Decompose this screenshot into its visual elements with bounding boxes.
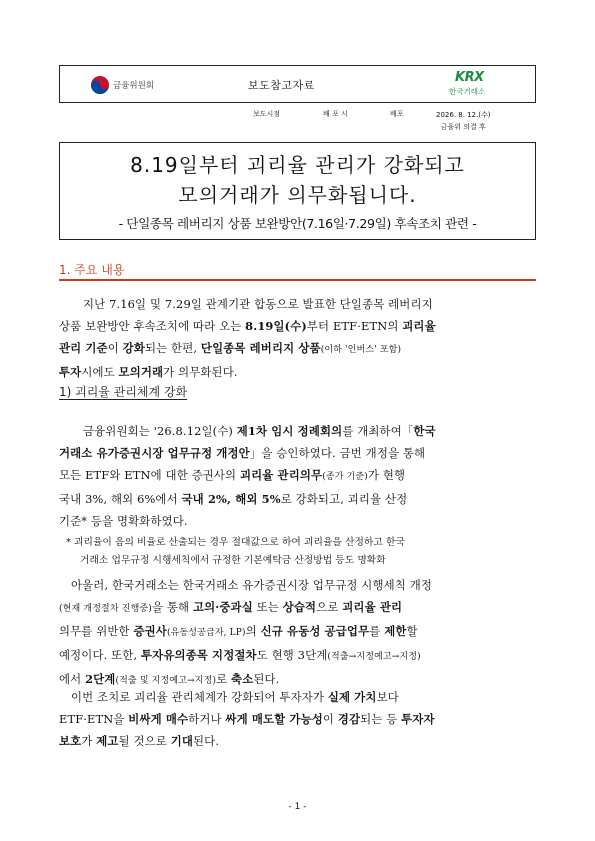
fsc-logo-text: 금융위원회	[113, 81, 155, 91]
release-date	[436, 109, 491, 133]
headline-subtitle: - 단일종목 레버리지 상품 보완방안(7.16일·7.29일) 후속조치 관련 -	[118, 216, 477, 231]
text-line: 지난 7.16일 및 7.29일 관계기관 합동으로 발표한 단일종목 레버리지	[83, 297, 433, 311]
text-line: 투자시에도 모의거래가 의무화된다.	[59, 365, 238, 379]
text-line: 의무를 위반한 증권사(유동성공급자, LP)의 신규 유동성 공급업무를 제한할	[59, 624, 418, 638]
subsection-heading-text: 1) 괴리율 관리체계 강화	[59, 385, 188, 399]
document-type: 보도참고자료	[248, 79, 315, 92]
text-line: 거래소 유가증권시장 업무규정 개정안」을 승인하였다. 금번 개정을 통해	[59, 446, 426, 460]
release-date-value: 2026. 8. 12.(수)	[436, 111, 491, 119]
intro-paragraph	[59, 293, 536, 383]
subsection-heading	[59, 383, 187, 400]
text-line: 에서 2단계(적출 및 지정예고→지정)로 축소된다.	[59, 672, 280, 686]
text-line: 기준* 등을 명확화하였다.	[59, 514, 188, 528]
text-line: 금융위원회는 '26.8.12일(수) 제1차 임시 정례회의를 개최하여「한국	[83, 424, 436, 438]
section-heading: 1. 주요 내용	[59, 263, 125, 277]
press-header	[59, 65, 536, 103]
text-line: 모든 ETF와 ETN에 대한 증권사의 괴리율 관리의무(종가 기준)가 현행	[59, 468, 406, 482]
text-line: 상품 보완방안 후속조치에 따라 오는 8.19일(수)부터 ETF·ETN의 괴리율	[59, 319, 436, 333]
release-time-label: 보도시점	[253, 110, 281, 118]
krx-logo	[449, 70, 505, 98]
footnote-line: * 괴리율이 음의 비율로 산출되는 경우 절대값으로 하여 괴리율을 산정하고 한국	[66, 537, 405, 548]
text-line: ETF·ETN을 비싸게 매수하거나 싸게 매도할 가능성이 경감되는 등 투자자	[59, 712, 435, 726]
text-line: 예정이다. 또한, 투자유의종목 지정절차도 현행 3단계(적출→지정예고→지정)	[59, 648, 421, 662]
krx-logo-word: KRX	[455, 70, 484, 85]
investor-protection-paragraph	[59, 686, 536, 752]
taegeuk-icon	[90, 75, 110, 95]
regulation-paragraph	[59, 420, 536, 532]
fsc-logo	[90, 75, 154, 95]
text-line: 보호가 제고될 것으로 기대된다.	[59, 734, 220, 748]
distribution-value: 배포	[390, 110, 404, 118]
krx-logo-subtext: 한국거래소	[449, 87, 486, 96]
text-line: 관리 기준이 강화되는 한편, 단일종목 레버리지 상품(이하 '인버스' 포함)	[59, 341, 402, 355]
text-line: 국내 3%, 해외 6%에서 국내 2%, 해외 5%로 강화되고, 괴리율 산정	[59, 492, 408, 506]
page-number: - 1 -	[288, 802, 307, 812]
footnote	[66, 534, 536, 570]
headline-line-2: 모의거래가 의무화됩니다.	[178, 183, 417, 207]
text-line: 아울러, 한국거래소는 한국거래소 유가증권시장 업무규정 시행세칙 개정	[71, 578, 432, 592]
text-line: (현재 개정절차 진행중)을 통해 고의·중과실 또는 상습적으로 괴리율 관리	[59, 600, 403, 614]
footnote-line: 거래소 업무규정 시행세칙에서 규정한 기본예탁금 산정방법 등도 명확화	[80, 555, 386, 566]
krx-paragraph	[59, 574, 536, 692]
title-box	[59, 142, 536, 240]
text-line: 이번 조치로 괴리율 관리체계가 강화되어 투자자가 실제 가치보다	[71, 690, 399, 704]
distribution-label: 배 포 시	[323, 110, 348, 118]
section-divider	[59, 279, 536, 281]
headline-line-1: 8.19일부터 괴리율 관리가 강화되고	[130, 153, 465, 177]
release-date-note: 금융위 의결 후	[440, 123, 486, 131]
